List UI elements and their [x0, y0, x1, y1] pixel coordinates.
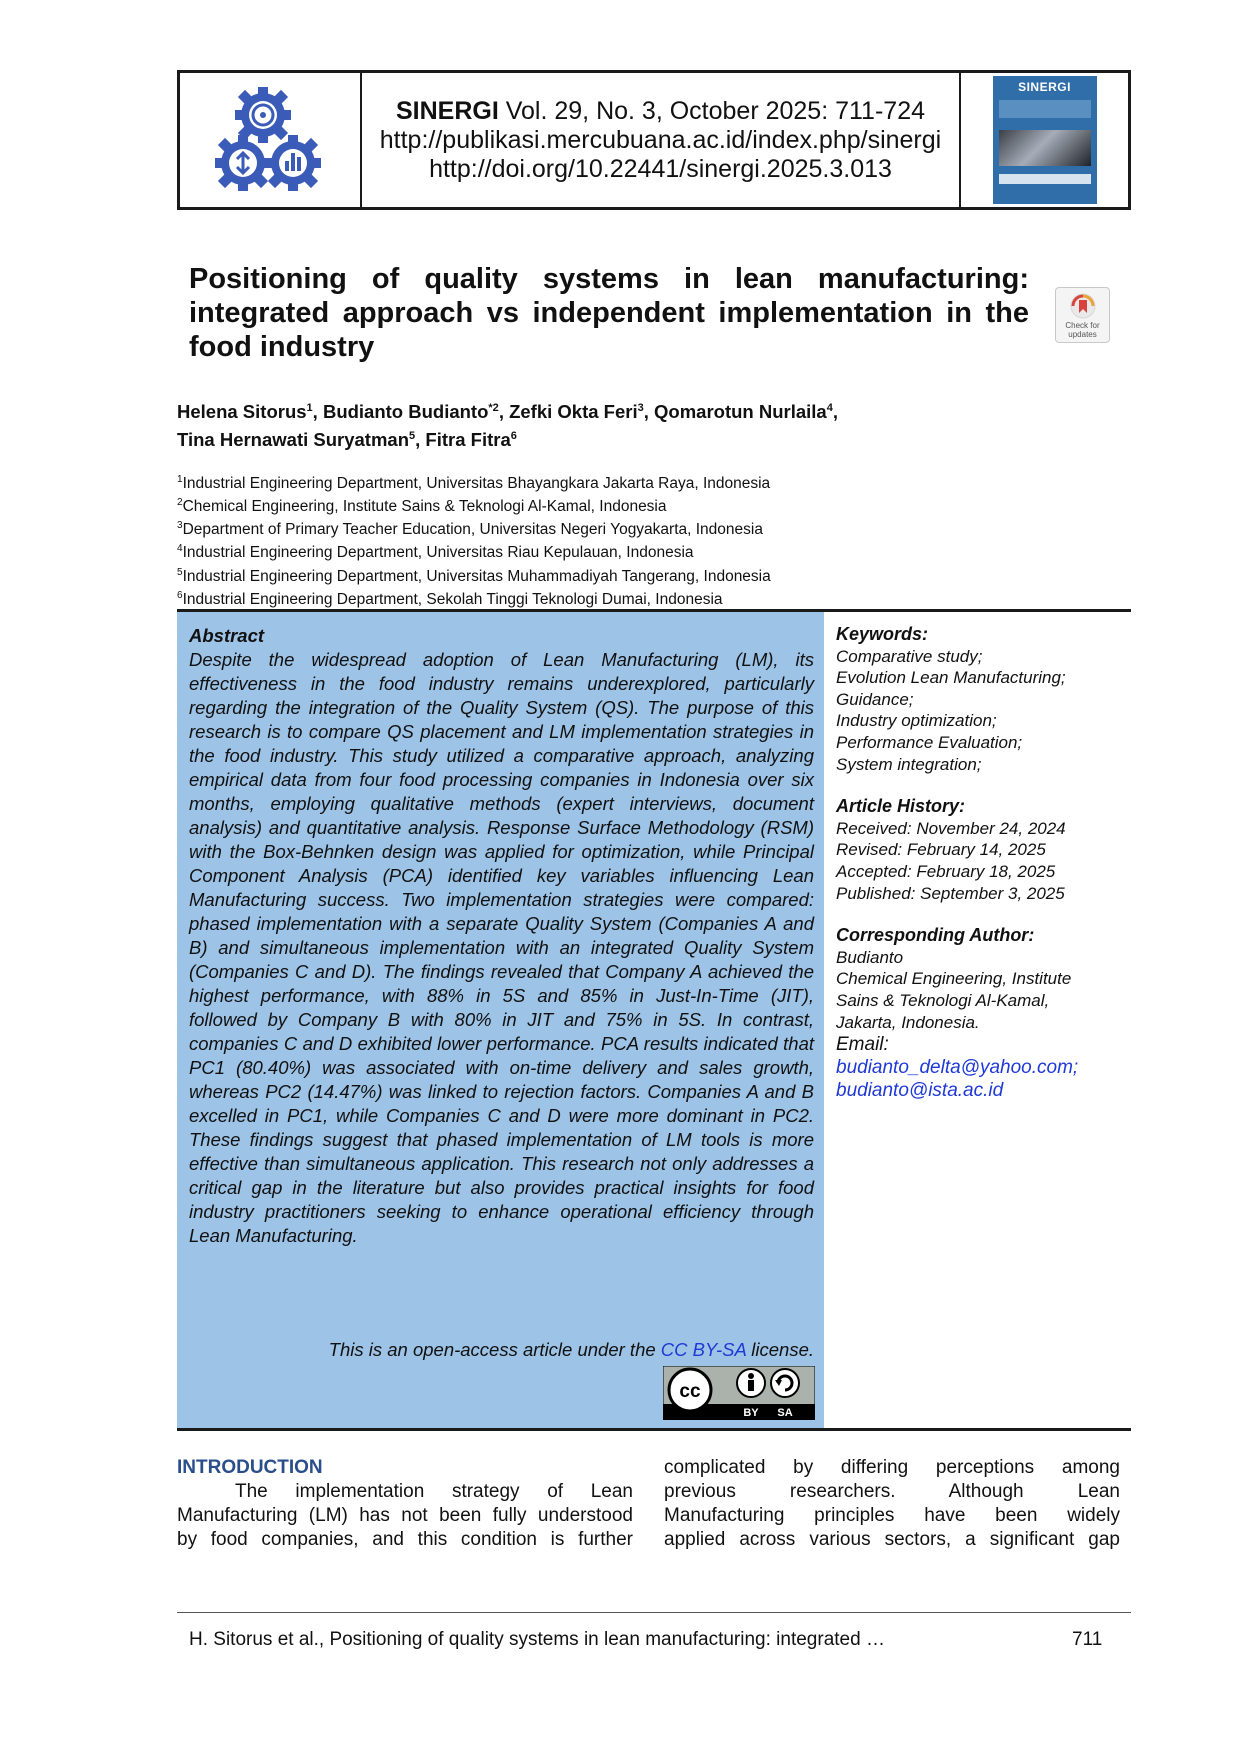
journal-url[interactable]: http://publikasi.mercubuana.ac.id/index.php/sinergi [379, 125, 942, 154]
abstract [189, 624, 814, 1248]
spacer [836, 775, 1128, 796]
keyword: Performance Evaluation; [836, 732, 1023, 752]
email-line [836, 1056, 1128, 1079]
cover-photo [999, 130, 1091, 166]
intro-line: The implementation strategy of Lean [235, 1481, 633, 1502]
keyword: Comparative study; [836, 646, 983, 666]
author-sup: 1 [306, 402, 313, 414]
cover-image [993, 76, 1097, 204]
corresponding-line: Budianto [836, 947, 904, 967]
intro-line: previous researchers. Although Lean [664, 1481, 1120, 1502]
affiliation [177, 493, 1077, 516]
intro-line: Manufacturing (LM) has not been fully understood [177, 1505, 633, 1526]
journal-volume-line [396, 97, 925, 126]
abstract-text: Despite the widespread adoption of Lean Manufacturing (LM), its effectiveness in the food industry remains underexplored, particularly regarding the integration of the Quality System (QS). The purpose of this research is to compare QS placement and LM implementation strategies in the food industry. This study utilized a comparative approach, analyzing empirical data from four food processing companies in Indonesia over six months, employing qualitative methods (expert interviews, document analysis) and quantitative analysis. Response Surface Methodology (RSM) with the Box-Behnken design was applied for optimization, while Principal Component Analysis (PCA) identified key variables influencing Lean Manufacturing success. Two implementation strategies were compared: phased implementation with a separate Quality System (Companies A and B) and simultaneous implementation with an integrated Quality System (Companies C and D). The findings revealed that Company A achieved the highest performance, with 88% in 5S and 85% in Just-In-Time (JIT), followed by Company B with 80% in JIT and 75% in 5S. In contrast, companies C and D exhibited lower performance. PCA results indicated that PC1 (80.40%) was associated with on-time delivery and sales growth, whereas PC2 (14.47%) was linked to rejection factors. Companies A and B excelled in PC1, while Companies C and D were more dominant in PC2. These findings suggest that phased implementation of LM tools is more effective than simultaneous application. This research not only addresses a critical gap in the literature but also provides practical insights for food industry practitioners seeking to enhance operational efficiency through Lean Manufacturing. [189, 649, 814, 1246]
author-sup: *2 [488, 402, 499, 414]
keyword: Guidance; [836, 689, 914, 709]
email-label: Email: [836, 1034, 889, 1056]
author-name: Budianto Budianto [322, 401, 489, 423]
article-title: Positioning of quality systems in lean manufacturing: integrated approach vs independent implementation in the food industry [189, 263, 1029, 363]
journal-logo [180, 73, 362, 207]
license-text-end: license. [751, 1339, 814, 1360]
affiliation-sup: 1 [177, 474, 183, 485]
intro-heading: INTRODUCTION [177, 1457, 323, 1478]
corresponding-heading: Corresponding Author: [836, 925, 1035, 946]
author-name: Qomarotun Nurlaila [654, 401, 827, 423]
affiliation-text: Industrial Engineering Department, Universitas Riau Kepulauan, Indonesia [182, 544, 694, 562]
intro-line: Manufacturing principles have been widely [664, 1505, 1120, 1526]
license-link[interactable]: CC BY-SA [660, 1339, 747, 1360]
keyword: Evolution Lean Manufacturing; [836, 668, 1066, 688]
svg-text:cc: cc [679, 1381, 701, 1402]
intro-line: by food companies, and this condition is further [177, 1529, 633, 1550]
abstract-bottom-rule [177, 1428, 1131, 1431]
email-separator: ; [1072, 1057, 1079, 1079]
affiliation-sup: 5 [177, 566, 183, 578]
intro-line: applied across various sectors, a significant gap [664, 1529, 1120, 1550]
cc-sa-label: SA [777, 1407, 793, 1419]
history-heading: Article History: [836, 796, 966, 817]
affiliation-sup: 3 [177, 520, 183, 532]
article-info [836, 624, 1128, 1102]
license-statement [189, 1338, 814, 1362]
cc-by-sa-icon[interactable] [663, 1366, 815, 1420]
author-list: Helena Sitorus$^1$, Budianto Budianto$^{*2}$, Zefki Okta Feri$^3$, Qomarotun Nurlaila$^4$, Tina Hernawati Suryatman$^5$, Fitra Fitra$^6$ [177, 401, 838, 451]
affiliation-text: Industrial Engineering Department, Universitas Bhayangkara Jakarta Raya, Indonesia [182, 475, 771, 493]
journal-name: SINERGI [395, 96, 499, 125]
affiliation-sup: 6 [177, 589, 183, 601]
intro-right-column [664, 1456, 1120, 1552]
corresponding-line: Jakarta, Indonesia. [836, 1012, 980, 1032]
author-sup: 3 [637, 402, 644, 414]
journal-cover [961, 73, 1128, 207]
author-name: Fitra Fitra [425, 429, 511, 451]
author-name: Zefki Okta Feri [509, 401, 638, 423]
bookmark-icon [1070, 293, 1096, 319]
affiliation-text: Chemical Engineering, Institute Sains & Teknologi Al-Kamal, Indonesia [182, 498, 667, 516]
author-sup: 5 [409, 430, 416, 443]
running-footer: H. Sitorus et al., Positioning of quality systems in lean manufacturing: integrated … [189, 1629, 885, 1650]
affiliation-sup: 2 [177, 497, 183, 509]
corresponding-line: Chemical Engineering, Institute [836, 969, 1072, 989]
author-sup: 6 [510, 430, 517, 443]
history-item: Published: September 3, 2025 [836, 883, 1065, 903]
check-for-updates-label: Check for updates [1065, 321, 1100, 339]
journal-volume: Vol. 29, No. 3, October 2025: 711-724 [505, 96, 925, 125]
page-number: 711 [1072, 1629, 1103, 1650]
spacer [836, 904, 1128, 925]
affiliation [177, 516, 1077, 539]
affiliation-text: Department of Primary Teacher Education, Universitas Negeri Yogyakarta, Indonesia [182, 521, 763, 539]
check-for-updates-badge[interactable] [1055, 287, 1110, 343]
affiliation [177, 470, 1077, 493]
journal-info [362, 73, 961, 207]
affiliation [177, 539, 1077, 562]
affiliation-text: Industrial Engineering Department, Universitas Muhammadiyah Tangerang, Indonesia [182, 567, 771, 585]
email-link[interactable]: budianto_delta@yahoo.com [836, 1057, 1073, 1079]
footer-rule [177, 1612, 1131, 1613]
journal-header [177, 70, 1131, 210]
history-item: Revised: February 14, 2025 [836, 840, 1046, 860]
cover-title: SINERGI [1018, 80, 1071, 94]
email-link[interactable]: budianto@ista.ac.id [836, 1080, 1004, 1102]
journal-doi[interactable]: http://doi.org/10.22441/sinergi.2025.3.013 [429, 154, 892, 183]
author-name: Tina Hernawati Suryatman [177, 429, 410, 451]
gears-logo-icon [211, 81, 329, 199]
cc-by-label: BY [743, 1407, 759, 1419]
cover-band [999, 100, 1091, 118]
author-name: Helena Sitorus [177, 401, 307, 423]
history-item: Accepted: February 18, 2025 [836, 861, 1056, 881]
affiliation-list [177, 470, 1077, 609]
affiliation [177, 586, 1077, 609]
keyword: Industry optimization; [836, 711, 997, 731]
affiliation-sup: 4 [177, 543, 183, 555]
affiliation-text: Industrial Engineering Department, Sekolah Tinggi Teknologi Dumai, Indonesia [182, 590, 723, 608]
history-item: Received: November 24, 2024 [836, 818, 1066, 838]
author-sup: 4 [826, 402, 833, 414]
affiliation [177, 563, 1077, 586]
intro-line: complicated by differing perceptions among [664, 1457, 1120, 1478]
email-line [836, 1079, 1128, 1102]
keywords-heading: Keywords: [836, 624, 929, 644]
license-text: This is an open-access article under the [328, 1339, 656, 1360]
intro-left-column [177, 1456, 633, 1552]
cover-strip [999, 174, 1091, 184]
abstract-heading: Abstract [189, 625, 265, 646]
corresponding-line: Sains & Teknologi Al-Kamal, [836, 990, 1050, 1010]
keyword: System integration; [836, 754, 982, 774]
